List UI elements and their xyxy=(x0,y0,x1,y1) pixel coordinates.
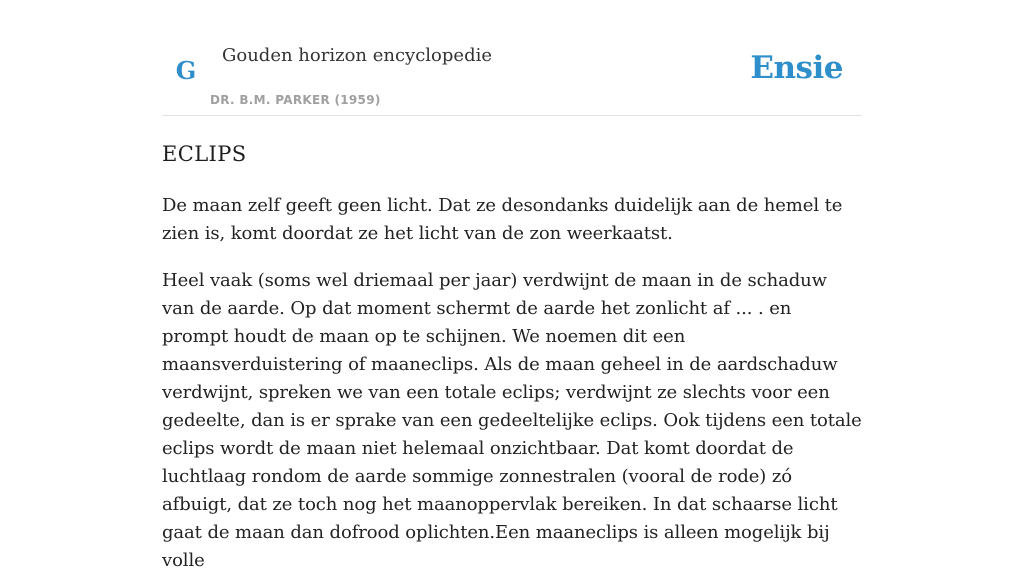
article xyxy=(162,138,862,575)
book-title-link[interactable]: Gouden horizon encyclopedie xyxy=(222,45,492,66)
book-author: DR. B.M. PARKER (1959) xyxy=(210,93,381,107)
article-title: ECLIPS xyxy=(162,142,247,166)
book-logo-icon[interactable]: G xyxy=(175,56,197,85)
header xyxy=(162,0,862,116)
article-paragraph: Heel vaak (soms wel driemaal per jaar) verdwijnt de maan in de schaduw van de aarde. Op dat moment schermt de aarde het zonlicht af ... . en prompt houdt de maan op te schijnen. We noemen dit een maansverduistering of maaneclips. Als de maan geheel in de aardschaduw verdwijnt, spreken we van een totale eclips; verdwijnt ze slechts voor een gedeelte, dan is er sprake van een gedeeltelijke eclips. Ook tijdens een totale eclips wordt de maan niet helemaal onzichtbaar. Dat komt doordat de luchtlaag rondom de aarde sommige zonnestralen (vooral de rode) zó afbuigt, dat ze toch nog het maanoppervlak bereiken. In dat schaarse licht gaat de maan dan dofrood oplichten.Een maaneclips is alleen mogelijk bij volle xyxy=(162,270,862,571)
article-paragraph: De maan zelf geeft geen licht. Dat ze desondanks duidelijk aan de hemel te zien is, komt doordat ze het licht van de zon weerkaatst. xyxy=(162,195,843,244)
brand-logo-link[interactable]: Ensie xyxy=(750,50,843,86)
